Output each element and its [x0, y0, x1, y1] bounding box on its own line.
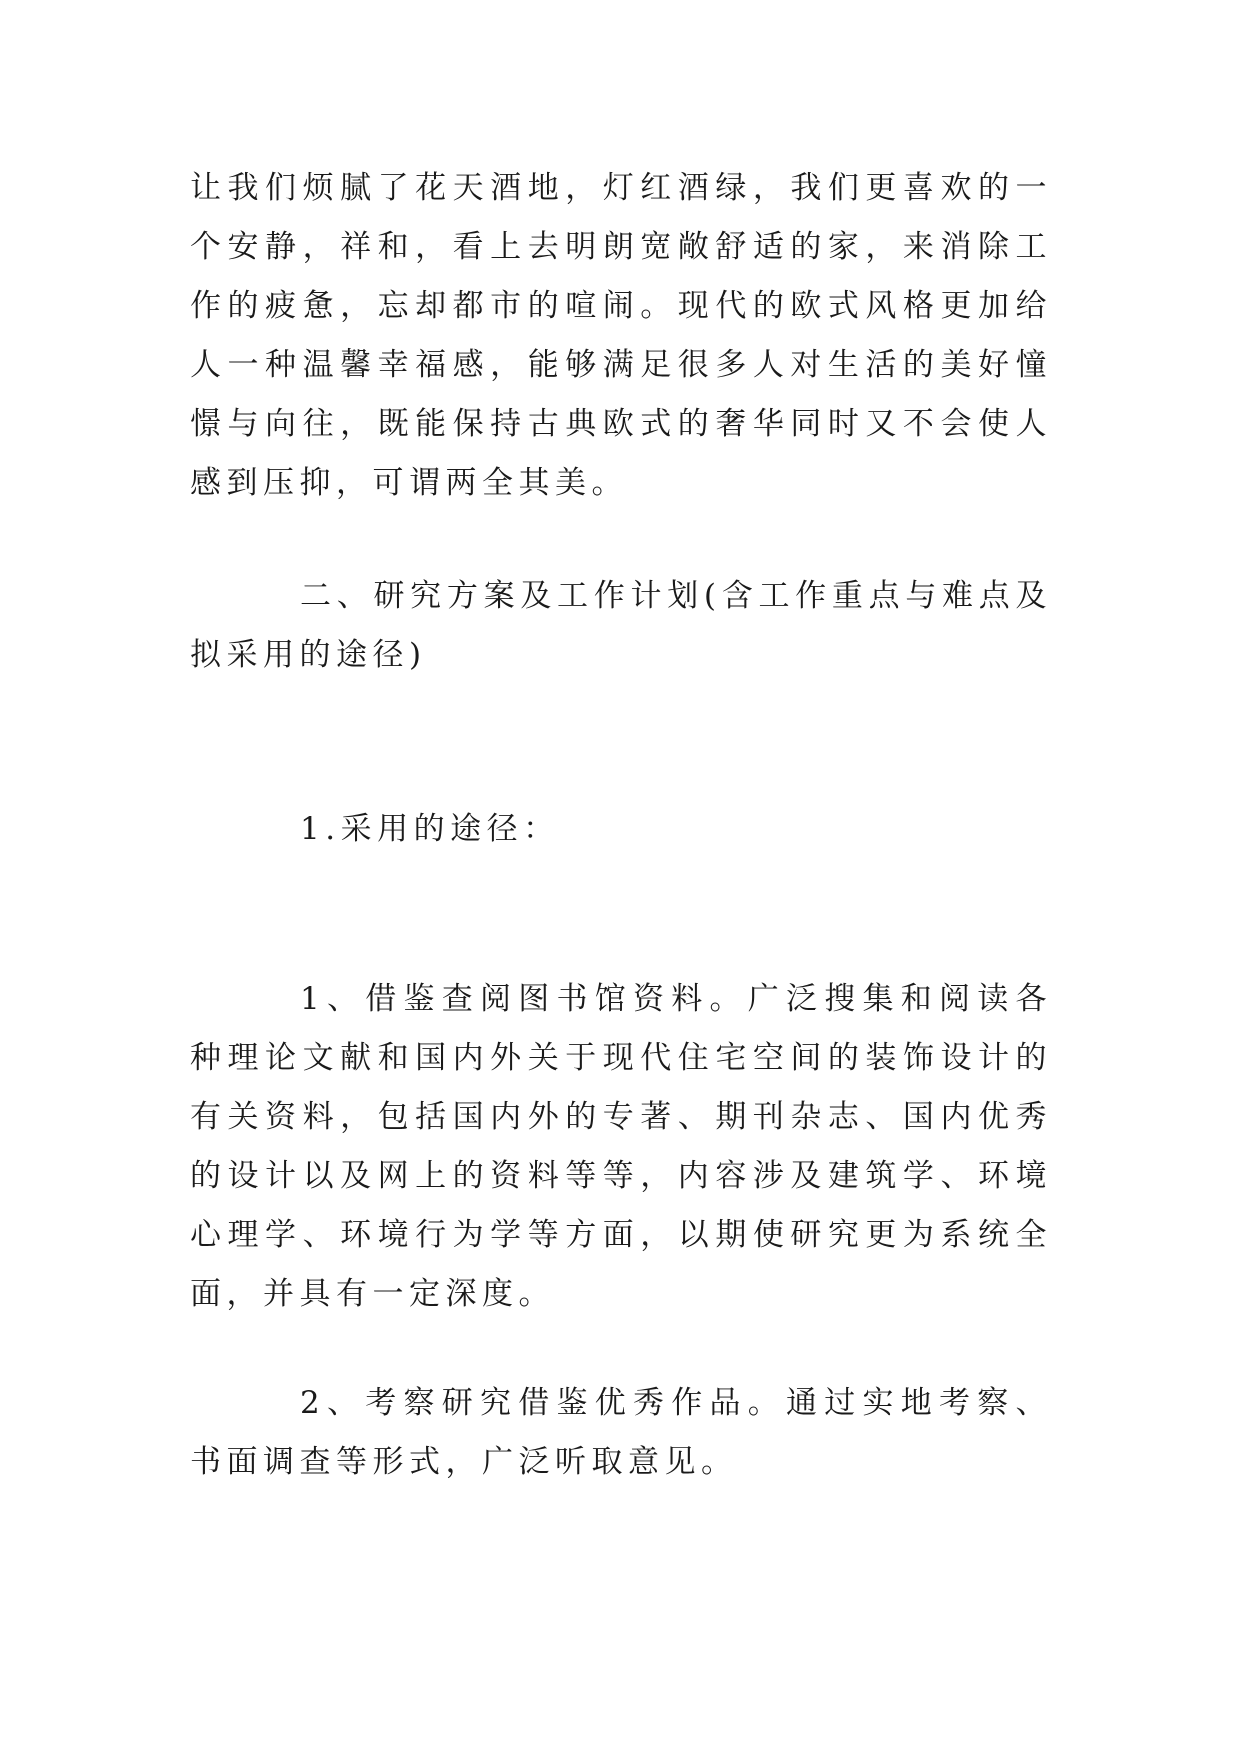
list-item-library-research: 1、借鉴查阅图书馆资料。广泛搜集和阅读各种理论文献和国内外关于现代住宅空间的装饰设计的有关资料，包括国内外的专著、期刊杂志、国内优秀的设计以及网上的资料等等，内容涉及建筑学、环境心理学、环境行为学等方面，以期使研究更为系统全面，并具有一定深度。: [190, 981, 1052, 1312]
document-page: [190, 0, 1052, 1754]
subheading-approach: 1.采用的途径：: [300, 811, 560, 847]
body-paragraph-intro: 让我们烦腻了花天酒地，灯红酒绿，我们更喜欢的一个安静，祥和，看上去明朗宽敞舒适的家，来消除工作的疲惫，忘却都市的喧闹。现代的欧式风格更加给人一种温馨幸福感，能够满足很多人对生活的美好憧憬与向往，既能保持古典欧式的奢华同时又不会使人感到压抑，可谓两全其美。: [190, 170, 1052, 501]
section-heading-research-plan: 二、研究方案及工作计划(含工作重点与难点及拟采用的途径): [190, 578, 1052, 673]
list-item-field-study: 2、考察研究借鉴优秀作品。通过实地考察、书面调查等形式，广泛听取意见。: [190, 1385, 1052, 1480]
